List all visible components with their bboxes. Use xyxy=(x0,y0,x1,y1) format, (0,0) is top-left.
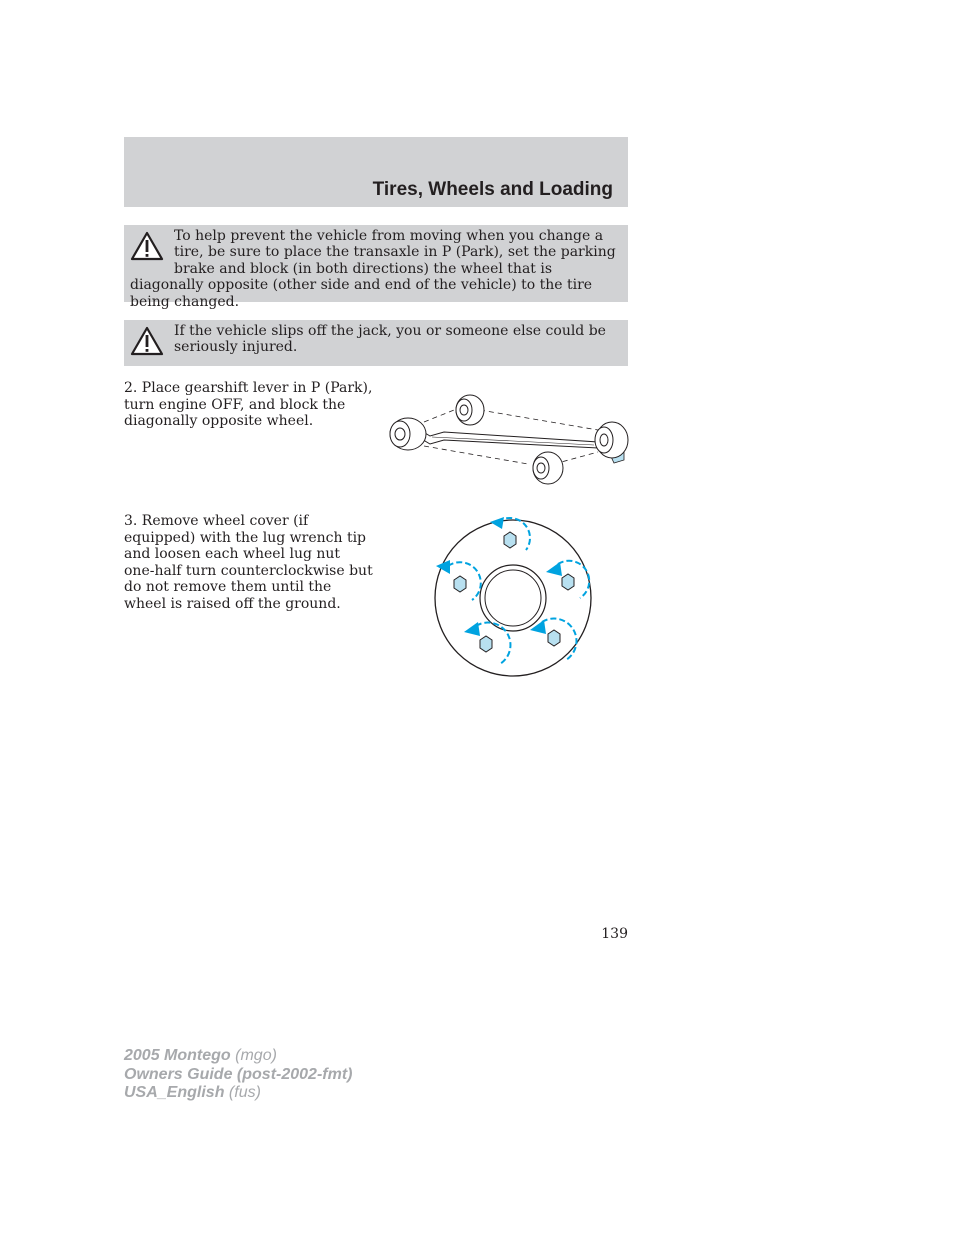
step-2-text: 2. Place gearshift lever in P (Park), turn engine OFF, and block the diagonally opposite wheel. xyxy=(124,380,373,430)
warning-box-jack-slip xyxy=(124,320,628,366)
warning-text: To help prevent the vehicle from moving when you change a tire, be sure to place the transaxle in P (Park), set the parking brake and block (in both directions) the wheel that is diagonally opposite (other side and end of the vehicle) to the tire being changed. xyxy=(130,228,616,310)
lug-nut-loosening-illustration xyxy=(432,514,597,680)
warning-box-wheel-block xyxy=(124,225,628,310)
diagonal-wheel-block-illustration xyxy=(384,390,630,488)
footer-line-2: Owners Guide (post-2002-fmt) xyxy=(124,1065,353,1083)
warning-triangle-icon xyxy=(130,326,164,356)
wheel-rear-right-icon xyxy=(456,395,484,425)
wheel-front-left-icon xyxy=(533,452,563,484)
warning-triangle-icon xyxy=(130,231,164,261)
warning-text: If the vehicle slips off the jack, you or someone else could be seriously injured. xyxy=(174,323,606,356)
section-title: Tires, Wheels and Loading xyxy=(372,179,613,200)
footer-line-3: USA_English (fus) xyxy=(124,1084,261,1101)
step-3-text: 3. Remove wheel cover (if equipped) with the lug wrench tip and loosen each wheel lug nut one-half turn counterclockwise but do not remove them until the wheel is raised off the ground. xyxy=(124,513,373,612)
document-footer xyxy=(124,1047,352,1103)
wheel-rear-left-icon xyxy=(390,418,426,450)
footer-line-1: 2005 Montego (mgo) xyxy=(124,1047,277,1064)
wheel-front-right-icon xyxy=(595,422,628,458)
page-number: 139 xyxy=(601,926,628,942)
section-header xyxy=(124,137,628,207)
